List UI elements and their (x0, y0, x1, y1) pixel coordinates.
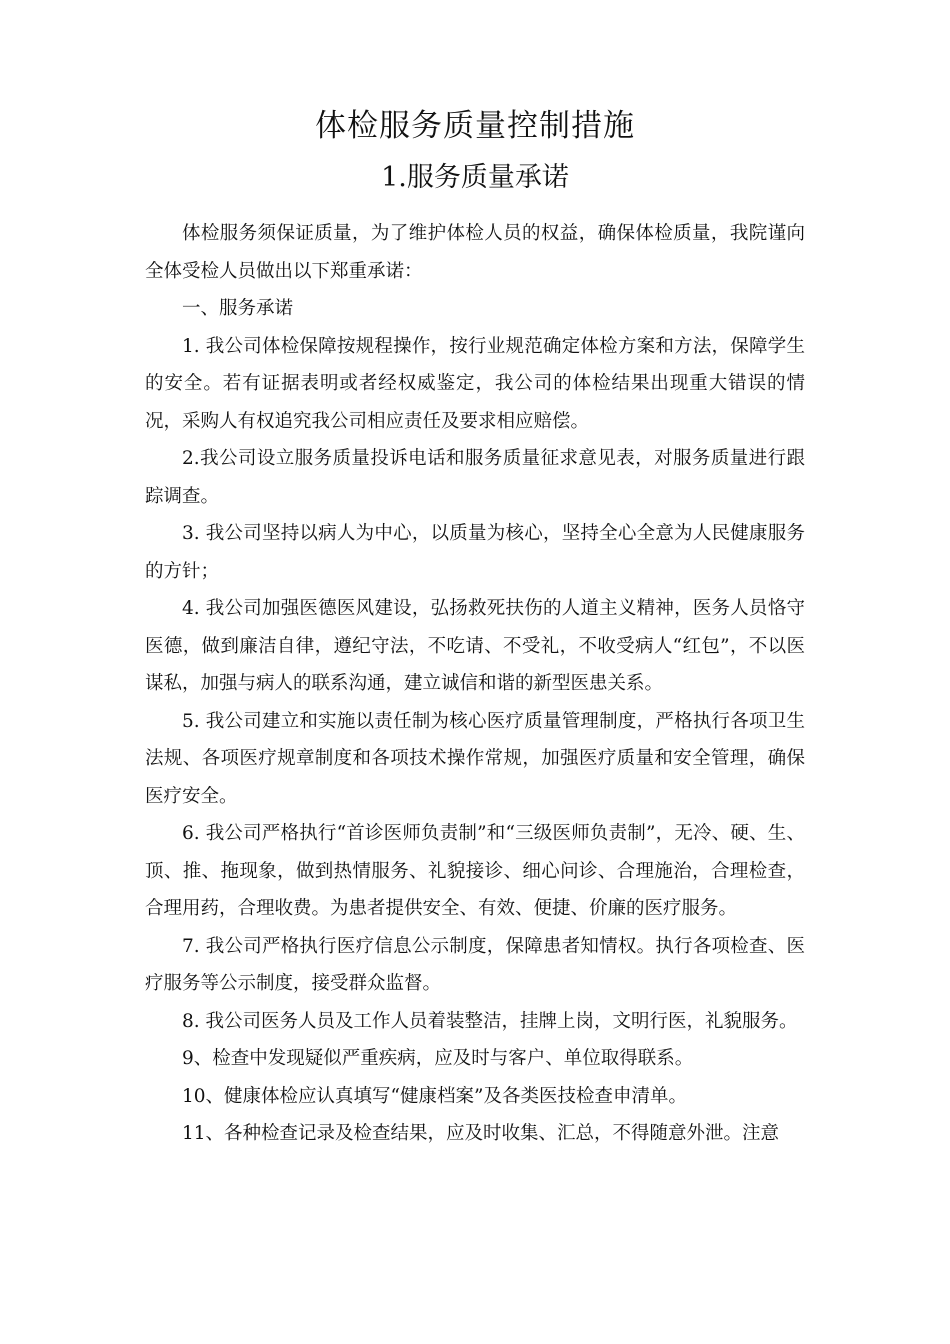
commitment-item-2: 2.我公司设立服务质量投诉电话和服务质量征求意见表，对服务质量进行跟踪调查。 (145, 448, 805, 507)
document-title: 体检服务质量控制措施 (315, 108, 635, 144)
subsection-heading: 一、服务承诺 (182, 298, 294, 319)
commitment-item-10: 10、健康体检应认真填写“健康档案”及各类医技检查申清单。 (182, 1085, 687, 1107)
commitment-item-1: 1. 我公司体检保障按规程操作，按行业规范确定体检方案和方法，保障学生的安全。若有证据表明或者经权威鉴定，我公司的体检结果出现重大错误的情况，采购人有权追究我公司相应责任及要求相应赔偿。 (145, 335, 805, 432)
section-heading: 1.服务质量承诺 (381, 162, 569, 193)
commitment-item-3: 3. 我公司坚持以病人为中心，以质量为核心，坚持全心全意为人民健康服务的方针； (145, 523, 805, 582)
commitment-item-7: 7. 我公司严格执行医疗信息公示制度，保障患者知情权。执行各项检查、医疗服务等公示制度，接受群众监督。 (145, 935, 805, 994)
intro-paragraph: 体检服务须保证质量，为了维护体检人员的权益，确保体检质量，我院谨向全体受检人员做出以下郑重承诺： (145, 223, 805, 282)
commitment-item-6: 6. 我公司严格执行“首诊医师负责制”和“三级医师负责制”，无冷、硬、生、顶、推、拖现象，做到热情服务、礼貌接诊、细心问诊、合理施治，合理检查，合理用药，合理收费。为患者提供安全、有效、便捷、价廉的医疗服务。 (145, 823, 805, 919)
commitment-item-4: 4. 我公司加强医德医风建设，弘扬救死扶伤的人道主义精神，医务人员恪守医德，做到廉洁自律，遵纪守法，不吃请、不受礼，不收受病人“红包”，不以医谋私，加强与病人的联系沟通，建立诚信和谐的新型医患关系。 (145, 598, 805, 694)
commitment-item-11: 11、各种检查记录及检查结果，应及时收集、汇总，不得随意外泄。注意 (182, 1123, 780, 1144)
document-body (145, 215, 805, 1153)
commitment-item-9: 9、检查中发现疑似严重疾病，应及时与客户、单位取得联系。 (182, 1048, 694, 1069)
commitment-item-8: 8. 我公司医务人员及工作人员着装整洁，挂牌上岗，文明行医，礼貌服务。 (182, 1010, 798, 1032)
commitment-item-5: 5. 我公司建立和实施以责任制为核心医疗质量管理制度，严格执行各项卫生法规、各项医疗规章制度和各项技术操作常规，加强医疗质量和安全管理，确保医疗安全。 (145, 710, 805, 807)
